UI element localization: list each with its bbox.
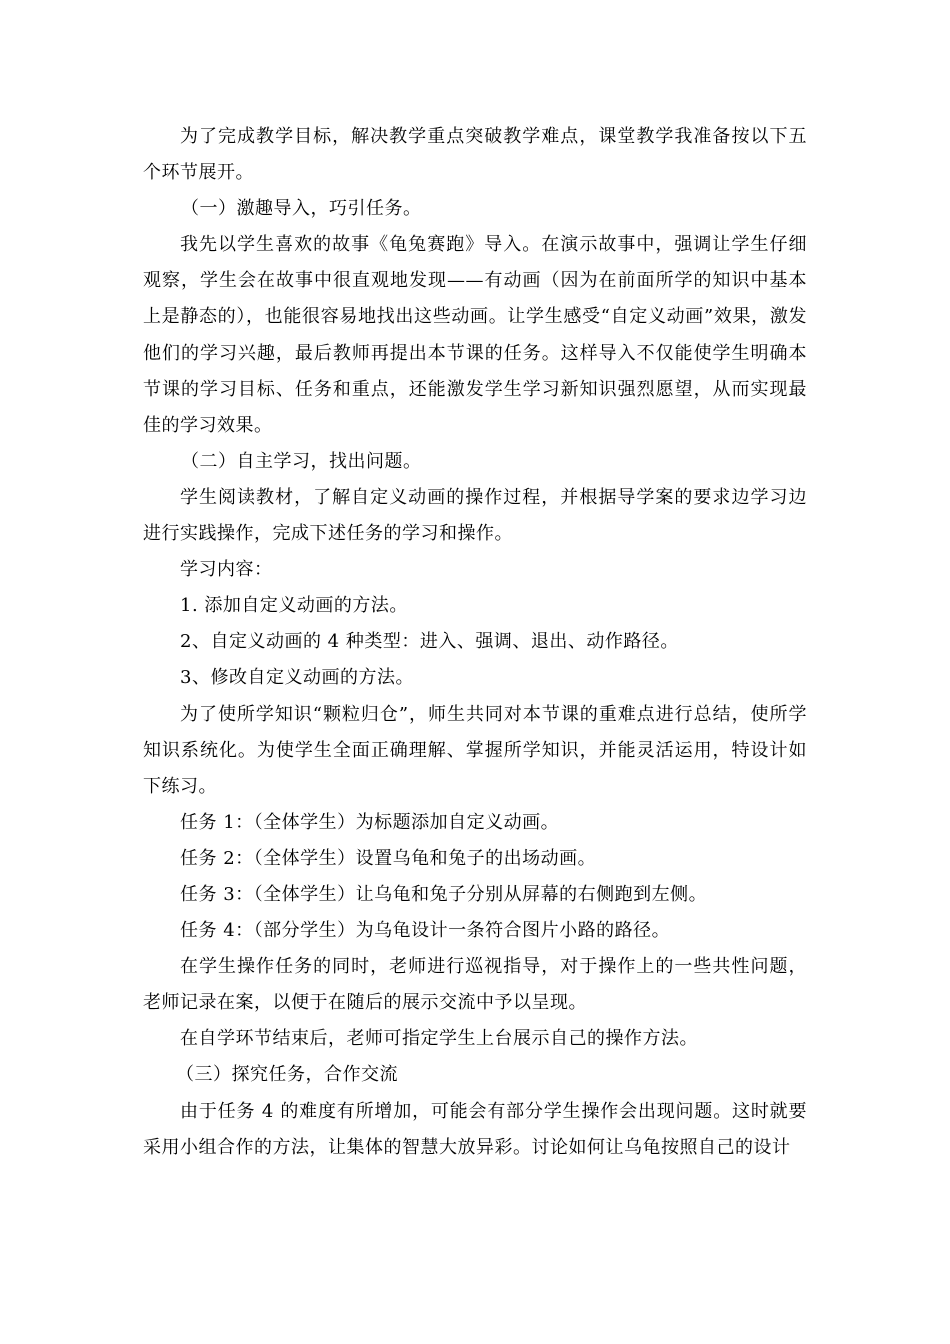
paragraph-self-study: 学生阅读教材，了解自定义动画的操作过程，并根据导学案的要求边学习边进行实践操作，完成下述任务的学习和操作。	[143, 486, 807, 545]
document-body	[143, 119, 807, 1166]
section-heading-2: （二）自主学习，找出问题。	[181, 450, 422, 472]
task-item-2: 任务 2：（全体学生）设置乌龟和兔子的出场动画。	[180, 847, 597, 869]
paragraph-story-intro: 我先以学生喜欢的故事《龟兔赛跑》导入。在演示故事中，强调让学生仔细观察，学生会在故事中很直观地发现——有动画（因为在前面所学的知识中基本上是静态的），也能很容易地找出这些动画。让学生感受“自定义动画”效果，激发他们的学习兴趣，最后教师再提出本节课的任务。这样导入不仅能使学生明确本节课的学习目标、任务和重点，还能激发学生学习新知识强烈愿望，从而实现最佳的学习效果。	[143, 234, 807, 436]
section-heading-1: （一）激趣导入，巧引任务。	[181, 198, 422, 220]
task-item-4: 任务 4：（部分学生）为乌龟设计一条符合图片小路的路径。	[180, 920, 671, 942]
list-item-content-3: 3、修改自定义动画的方法。	[180, 667, 414, 689]
task-item-3: 任务 3：（全体学生）让乌龟和兔子分别从屏幕的右侧跑到左侧。	[180, 883, 708, 905]
paragraph-demonstration: 在自学环节结束后，老师可指定学生上台展示自己的操作方法。	[180, 1028, 698, 1050]
task-item-1: 任务 1：（全体学生）为标题添加自定义动画。	[180, 811, 560, 833]
paragraph-learning-content-label: 学习内容：	[180, 559, 273, 581]
list-item-content-2: 2、自定义动画的 4 种类型：进入、强调、退出、动作路径。	[180, 631, 679, 653]
paragraph-intro: 为了完成教学目标，解决教学重点突破教学难点，课堂教学我准备按以下五个环节展开。	[143, 126, 807, 184]
paragraph-summary: 为了使所学知识“颗粒归仓”，师生共同对本节课的重难点进行总结，使所学知识系统化。为使学生全面正确理解、掌握所学知识，并能灵活运用，特设计如下练习。	[143, 703, 807, 797]
list-item-content-1: 1. 添加自定义动画的方法。	[180, 595, 408, 617]
paragraph-group-work: 由于任务 4 的难度有所增加，可能会有部分学生操作会出现问题。这时就要采用小组合作的方法，让集体的智慧大放异彩。讨论如何让乌龟按照自己的设计	[143, 1100, 807, 1158]
section-heading-3: （三）探究任务，合作交流	[176, 1064, 398, 1086]
paragraph-teacher-guidance: 在学生操作任务的同时，老师进行巡视指导，对于操作上的一些共性问题，老师记录在案，以便于在随后的展示交流中予以呈现。	[143, 956, 807, 1014]
